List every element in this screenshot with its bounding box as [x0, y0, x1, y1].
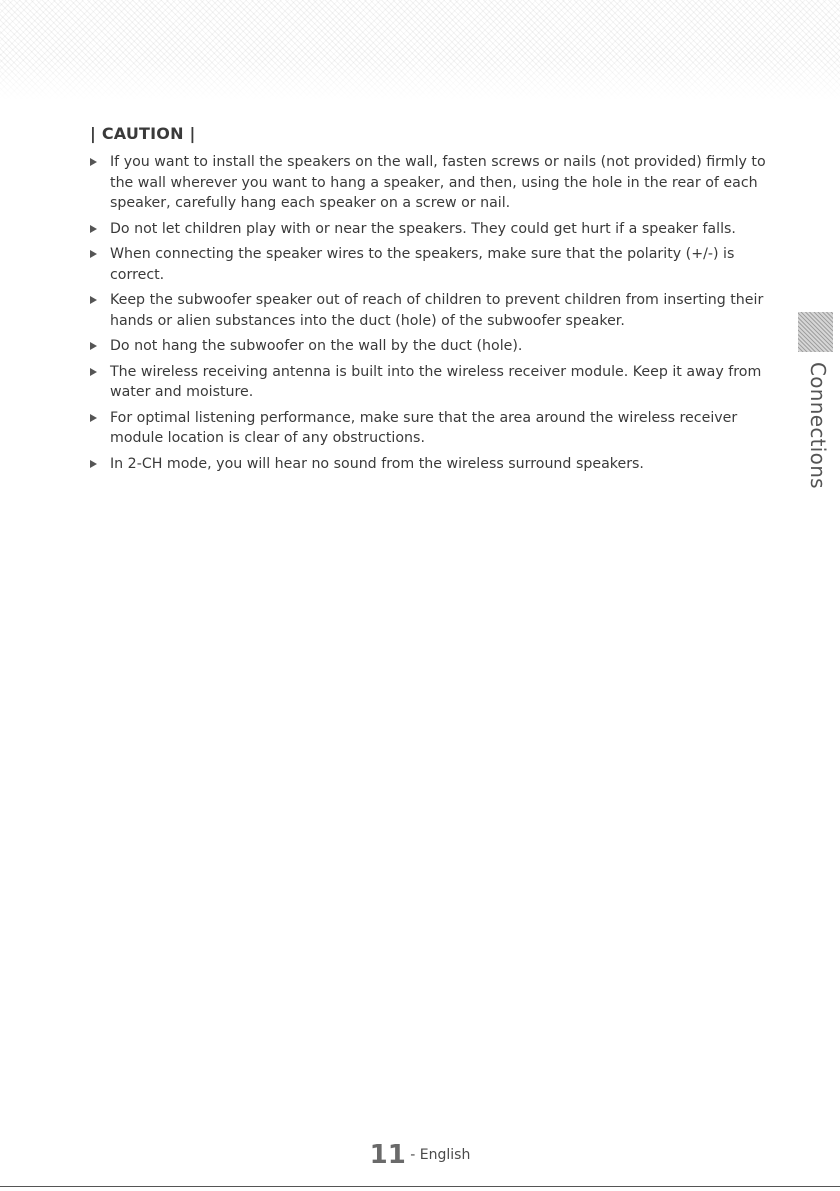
bullet-arrow-icon [90, 368, 97, 376]
list-item-text: Keep the subwoofer speaker out of reach of children to prevent children from inserting their hands or alien substances into the duct (hole) of the subwoofer speaker. [110, 292, 764, 329]
header-fade [0, 60, 840, 100]
list-item-text: The wireless receiving antenna is built into the wireless receiver module. Keep it away from water and moisture. [110, 363, 762, 400]
list-item [90, 290, 790, 331]
section-tab-label: Connections [806, 362, 830, 489]
page-number: 11 [369, 1140, 406, 1170]
list-item [90, 408, 790, 449]
list-item-text: Do not let children play with or near the speakers. They could get hurt if a speaker falls. [110, 220, 736, 237]
bullet-arrow-icon [90, 250, 97, 258]
caution-list [90, 152, 790, 479]
list-item [90, 336, 790, 357]
list-item-text: For optimal listening performance, make sure that the area around the wireless receiver module location is clear of any obstructions. [110, 409, 738, 446]
list-item [90, 244, 790, 285]
list-item [90, 454, 790, 475]
list-item-text: If you want to install the speakers on the wall, fasten screws or nails (not provided) firmly to the wall wherever you want to hang a speaker, and then, using the hole in the rear of each speaker, carefully hang each speaker on a screw or nail. [110, 154, 766, 211]
bullet-arrow-icon [90, 342, 97, 350]
page-footer [0, 1140, 840, 1170]
footer-language: English [419, 1147, 471, 1163]
list-item-text: Do not hang the subwoofer on the wall by the duct (hole). [110, 338, 523, 354]
list-item-text: When connecting the speaker wires to the speakers, make sure that the polarity (+/-) is correct. [110, 246, 735, 283]
bullet-arrow-icon [90, 225, 97, 233]
list-item [90, 219, 790, 240]
list-item [90, 362, 790, 403]
bullet-arrow-icon [90, 296, 97, 304]
bullet-arrow-icon [90, 460, 97, 468]
bullet-arrow-icon [90, 414, 97, 422]
bullet-arrow-icon [90, 158, 97, 166]
footer-separator: - [405, 1147, 420, 1163]
caution-title: | CAUTION | [90, 124, 196, 143]
list-item-text: In 2-CH mode, you will hear no sound from the wireless surround speakers. [110, 455, 644, 472]
section-tab-marker [798, 312, 833, 352]
list-item [90, 152, 790, 214]
bottom-divider [0, 1186, 840, 1187]
